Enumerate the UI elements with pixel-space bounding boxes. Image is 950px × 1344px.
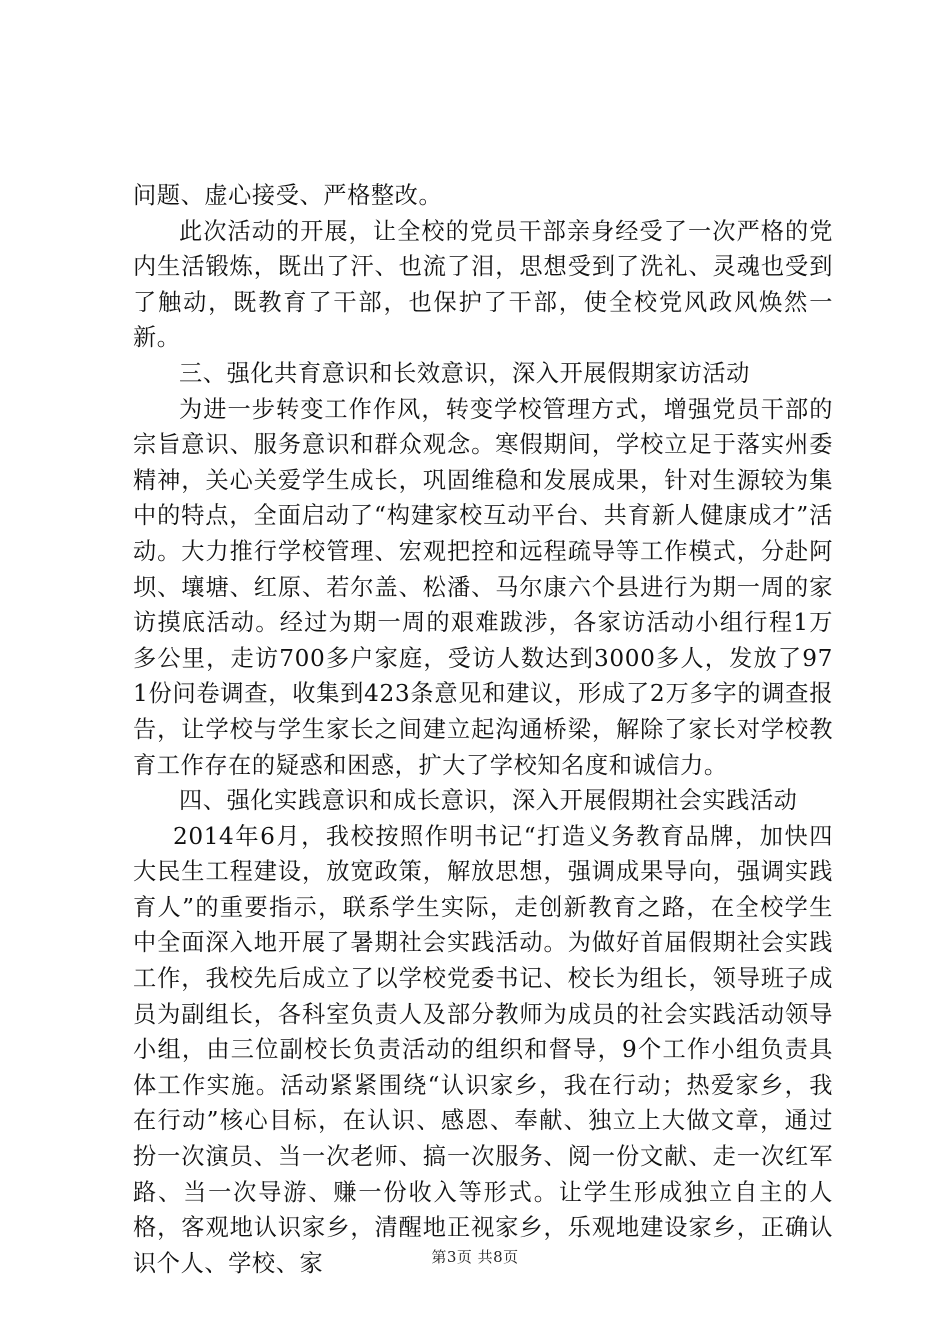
- document-body: [133, 178, 833, 1281]
- paragraph-social-practice: 2014年6月，我校按照作明书记“打造义务教育品牌，加快四大民生工程建设，放宽政策，解放思想，强调成果导向，强调实践育人”的重要指示，联系学生实际，走创新教育之路，在全校学生中全面深入地开展了暑期社会实践活动。为做好首届假期社会实践工作，我校先后成立了以学校党委书记、校长为组长，领导班子成员为副组长，各科室负责人及部分教师为成员的社会实践活动领导小组，由三位副校长负责活动的组织和督导，9个工作小组负责具体工作实施。活动紧紧围绕“认识家乡，我在行动；热爱家乡，我在行动”核心目标，在认识、感恩、奉献、独立上大做文章，通过扮一次演员、当一次老师、搞一次服务、阅一份文献、走一次红军路、当一次导游、赚一份收入等形式。让学生形成独立自主的人格，客观地认识家乡，清醒地正视家乡，乐观地建设家乡，正确认识个人、学校、家: [133, 822, 833, 1277]
- page-number-footer: 第3页 共8页: [431, 1248, 519, 1266]
- paragraph-activity-summary: 此次活动的开展，让全校的党员干部亲身经受了一次严格的党内生活锻炼，既出了汗、也流了泪，思想受到了洗礼、灵魂也受到了触动，既教育了干部，也保护了干部，使全校党风政风焕然一新。: [133, 217, 833, 352]
- paragraph-continuation: 问题、虚心接受、严格整改。: [133, 182, 443, 209]
- section-heading-social-practice: 四、强化实践意识和成长意识，深入开展假期社会实践活动: [179, 787, 798, 815]
- paragraph-home-visit: 为进一步转变工作作风，转变学校管理方式，增强党员干部的宗旨意识、服务意识和群众观念。寒假期间，学校立足于落实州委精神，关心关爱学生成长，巩固维稳和发展成果，针对生源较为集中的特点，全面启动了“构建家校互动平台、共育新人健康成才”活动。大力推行学校管理、宏观把控和远程疏导等工作模式，分赴阿坝、壤塘、红原、若尔盖、松潘、马尔康六个县进行为期一周的家访摸底活动。经过为期一周的艰难跋涉，各家访活动小组行程1万多公里，走访700多户家庭，受访人数达到3000多人，发放了971份问卷调查，收集到423条意见和建议，形成了2万多字的调查报告，让学校与学生家长之间建立起沟通桥梁，解除了家长对学校教育工作存在的疑惑和困惑，扩大了学校知名度和诚信力。: [133, 395, 833, 779]
- section-heading-home-visit: 三、强化共育意识和长效意识，深入开展假期家访活动: [179, 359, 750, 387]
